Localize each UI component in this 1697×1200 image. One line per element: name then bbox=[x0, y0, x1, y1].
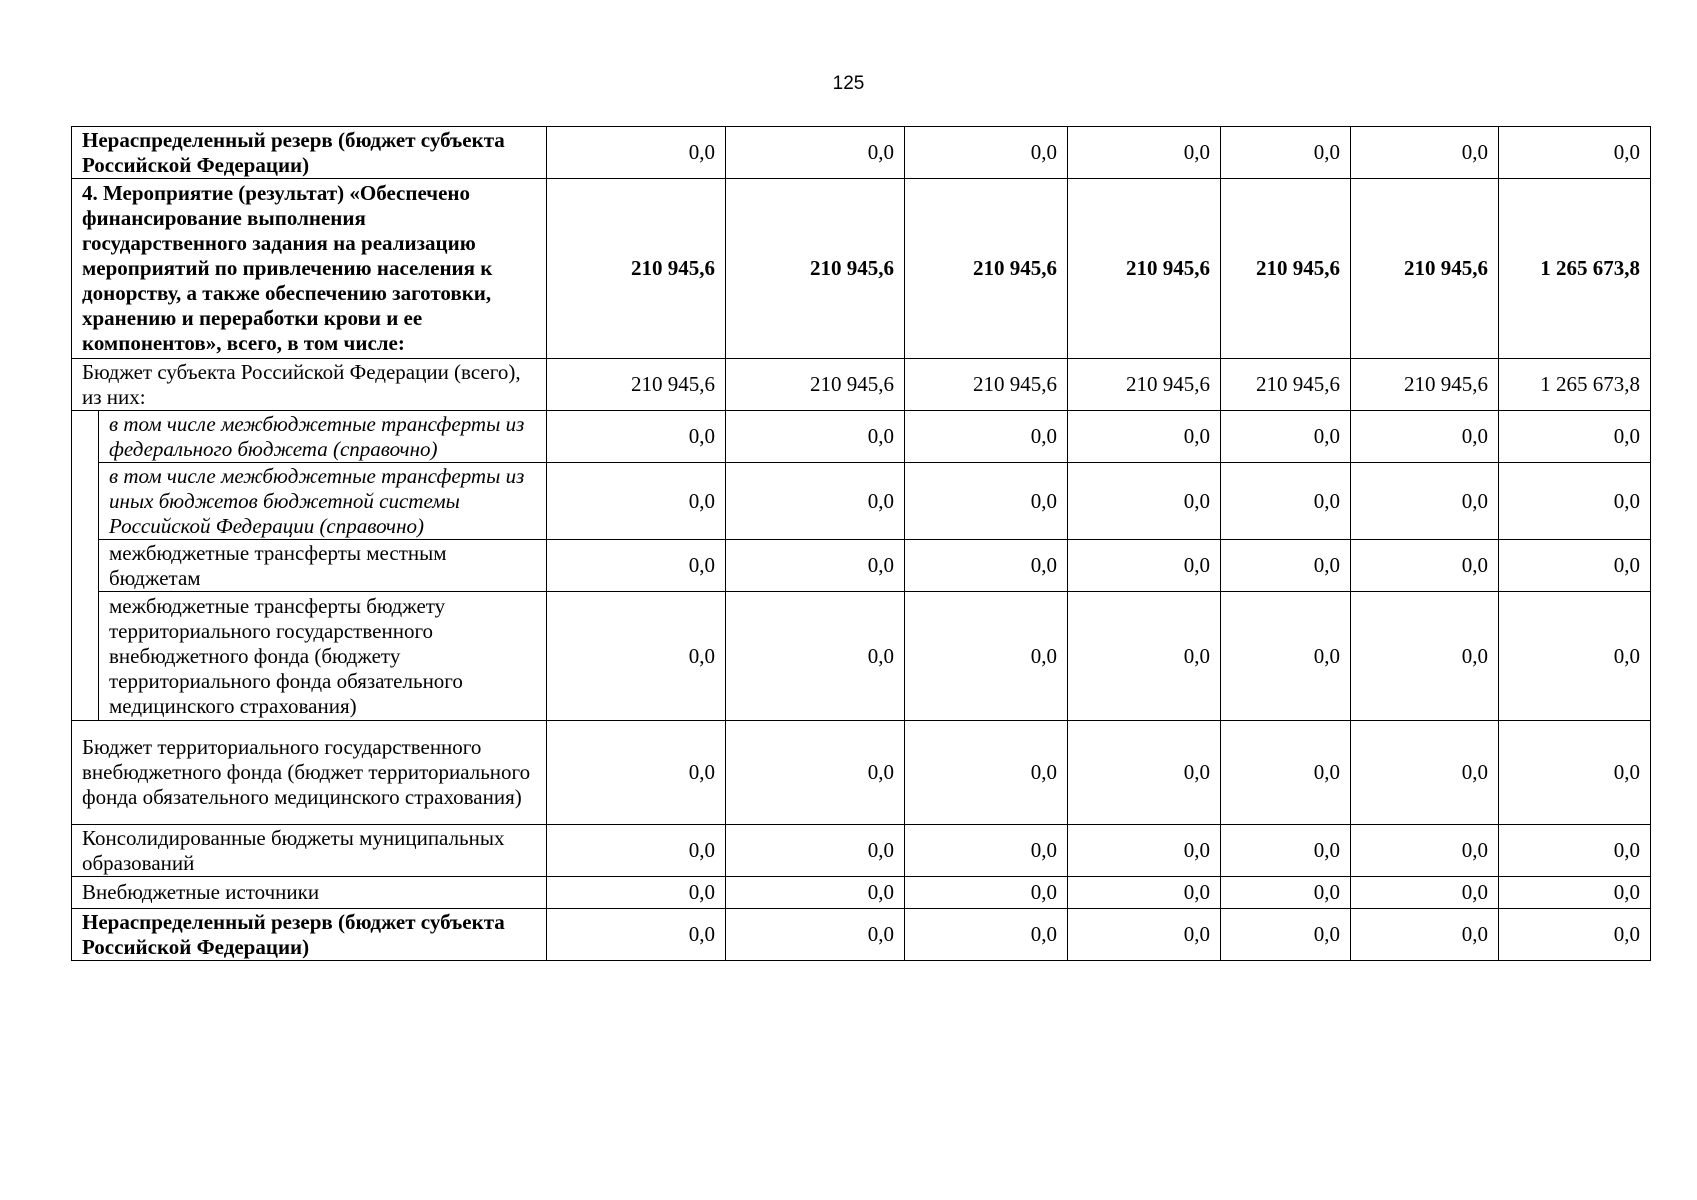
value-cell: 210 945,6 bbox=[547, 179, 726, 359]
row-label: Бюджет субъекта Российской Федерации (всего), из них: bbox=[72, 359, 547, 411]
value-cell: 0,0 bbox=[547, 721, 726, 825]
value-cell: 0,0 bbox=[547, 592, 726, 721]
value-cell: 0,0 bbox=[905, 825, 1068, 877]
value-cell: 0,0 bbox=[1499, 909, 1651, 961]
value-cell: 210 945,6 bbox=[1351, 359, 1499, 411]
row-label: в том числе межбюджетные трансферты из иных бюджетов бюджетной системы Российской Федерации (справочно) bbox=[99, 463, 547, 540]
value-cell: 210 945,6 bbox=[1068, 359, 1221, 411]
value-cell: 0,0 bbox=[1221, 411, 1351, 463]
value-cell: 0,0 bbox=[1068, 127, 1221, 179]
value-cell: 210 945,6 bbox=[726, 359, 905, 411]
value-cell: 0,0 bbox=[1068, 909, 1221, 961]
value-cell: 0,0 bbox=[1351, 411, 1499, 463]
value-cell: 0,0 bbox=[1499, 825, 1651, 877]
value-cell: 0,0 bbox=[1351, 721, 1499, 825]
value-cell: 0,0 bbox=[1351, 463, 1499, 540]
table-row bbox=[72, 592, 1651, 721]
budget-table bbox=[71, 126, 1651, 961]
table-row bbox=[72, 825, 1651, 877]
value-cell: 0,0 bbox=[726, 825, 905, 877]
value-cell: 0,0 bbox=[1499, 592, 1651, 721]
value-cell: 0,0 bbox=[905, 909, 1068, 961]
value-cell: 0,0 bbox=[726, 721, 905, 825]
value-cell: 1 265 673,8 bbox=[1499, 179, 1651, 359]
value-cell: 0,0 bbox=[726, 127, 905, 179]
value-cell: 0,0 bbox=[726, 463, 905, 540]
value-cell: 0,0 bbox=[1351, 877, 1499, 909]
value-cell: 210 945,6 bbox=[1351, 179, 1499, 359]
value-cell: 0,0 bbox=[905, 411, 1068, 463]
row-label: Нераспределенный резерв (бюджет субъекта Российской Федерации) bbox=[72, 127, 547, 179]
value-cell: 0,0 bbox=[1499, 540, 1651, 592]
row-label: Внебюджетные источники bbox=[72, 877, 547, 909]
value-cell: 0,0 bbox=[1499, 721, 1651, 825]
value-cell: 0,0 bbox=[1221, 463, 1351, 540]
value-cell: 1 265 673,8 bbox=[1499, 359, 1651, 411]
value-cell: 0,0 bbox=[1351, 127, 1499, 179]
row-label: в том числе межбюджетные трансферты из федерального бюджета (справочно) bbox=[99, 411, 547, 463]
value-cell: 0,0 bbox=[547, 909, 726, 961]
table-row bbox=[72, 411, 1651, 463]
value-cell: 210 945,6 bbox=[1221, 179, 1351, 359]
value-cell: 0,0 bbox=[547, 463, 726, 540]
value-cell: 0,0 bbox=[726, 592, 905, 721]
table-row bbox=[72, 127, 1651, 179]
value-cell: 210 945,6 bbox=[905, 359, 1068, 411]
value-cell: 0,0 bbox=[905, 592, 1068, 721]
value-cell: 0,0 bbox=[547, 540, 726, 592]
row-label: Консолидированные бюджеты муниципальных образований bbox=[72, 825, 547, 877]
table-row bbox=[72, 909, 1651, 961]
value-cell: 0,0 bbox=[547, 825, 726, 877]
value-cell: 0,0 bbox=[1068, 540, 1221, 592]
value-cell: 0,0 bbox=[905, 127, 1068, 179]
table-row bbox=[72, 359, 1651, 411]
value-cell: 0,0 bbox=[1351, 592, 1499, 721]
row-label: межбюджетные трансферты бюджету территориального государственного внебюджетного фонда (бюджету территориального фонда обязательного медицинского страхования) bbox=[99, 592, 547, 721]
value-cell: 0,0 bbox=[1068, 721, 1221, 825]
value-cell: 0,0 bbox=[1221, 721, 1351, 825]
value-cell: 0,0 bbox=[1499, 463, 1651, 540]
value-cell: 0,0 bbox=[905, 463, 1068, 540]
value-cell: 0,0 bbox=[1499, 877, 1651, 909]
value-cell: 0,0 bbox=[1351, 540, 1499, 592]
value-cell: 210 945,6 bbox=[1221, 359, 1351, 411]
value-cell: 0,0 bbox=[1351, 909, 1499, 961]
value-cell: 0,0 bbox=[547, 127, 726, 179]
row-label: 4. Мероприятие (результат) «Обеспечено финансирование выполнения государственного задания на реализацию мероприятий по привлечению населения к донорству, а также обеспечению заготовки, хранению и переработки крови и ее компонентов», всего, в том числе: bbox=[72, 179, 547, 359]
row-label: Бюджет территориального государственного внебюджетного фонда (бюджет территориального фонда обязательного медицинского страхования) bbox=[72, 721, 547, 825]
value-cell: 0,0 bbox=[1068, 463, 1221, 540]
value-cell: 0,0 bbox=[726, 877, 905, 909]
value-cell: 210 945,6 bbox=[547, 359, 726, 411]
table-row bbox=[72, 721, 1651, 825]
row-label: межбюджетные трансферты местным бюджетам bbox=[99, 540, 547, 592]
value-cell: 0,0 bbox=[905, 540, 1068, 592]
value-cell: 0,0 bbox=[1068, 877, 1221, 909]
value-cell: 0,0 bbox=[1221, 909, 1351, 961]
value-cell: 0,0 bbox=[547, 877, 726, 909]
value-cell: 0,0 bbox=[1499, 411, 1651, 463]
value-cell: 0,0 bbox=[1351, 825, 1499, 877]
value-cell: 0,0 bbox=[1221, 825, 1351, 877]
value-cell: 0,0 bbox=[1068, 411, 1221, 463]
value-cell: 0,0 bbox=[1221, 877, 1351, 909]
value-cell: 0,0 bbox=[1499, 127, 1651, 179]
value-cell: 0,0 bbox=[1221, 592, 1351, 721]
indent-gutter bbox=[72, 411, 99, 721]
value-cell: 210 945,6 bbox=[1068, 179, 1221, 359]
value-cell: 210 945,6 bbox=[726, 179, 905, 359]
table-row bbox=[72, 463, 1651, 540]
value-cell: 0,0 bbox=[726, 411, 905, 463]
value-cell: 0,0 bbox=[1221, 540, 1351, 592]
row-label: Нераспределенный резерв (бюджет субъекта Российской Федерации) bbox=[72, 909, 547, 961]
page-number: 125 bbox=[832, 73, 865, 94]
table-row bbox=[72, 877, 1651, 909]
value-cell: 0,0 bbox=[1068, 592, 1221, 721]
value-cell: 0,0 bbox=[726, 909, 905, 961]
value-cell: 0,0 bbox=[1221, 127, 1351, 179]
value-cell: 210 945,6 bbox=[905, 179, 1068, 359]
value-cell: 0,0 bbox=[547, 411, 726, 463]
value-cell: 0,0 bbox=[1068, 825, 1221, 877]
table-row bbox=[72, 179, 1651, 359]
value-cell: 0,0 bbox=[905, 877, 1068, 909]
value-cell: 0,0 bbox=[905, 721, 1068, 825]
value-cell: 0,0 bbox=[726, 540, 905, 592]
table-row bbox=[72, 540, 1651, 592]
